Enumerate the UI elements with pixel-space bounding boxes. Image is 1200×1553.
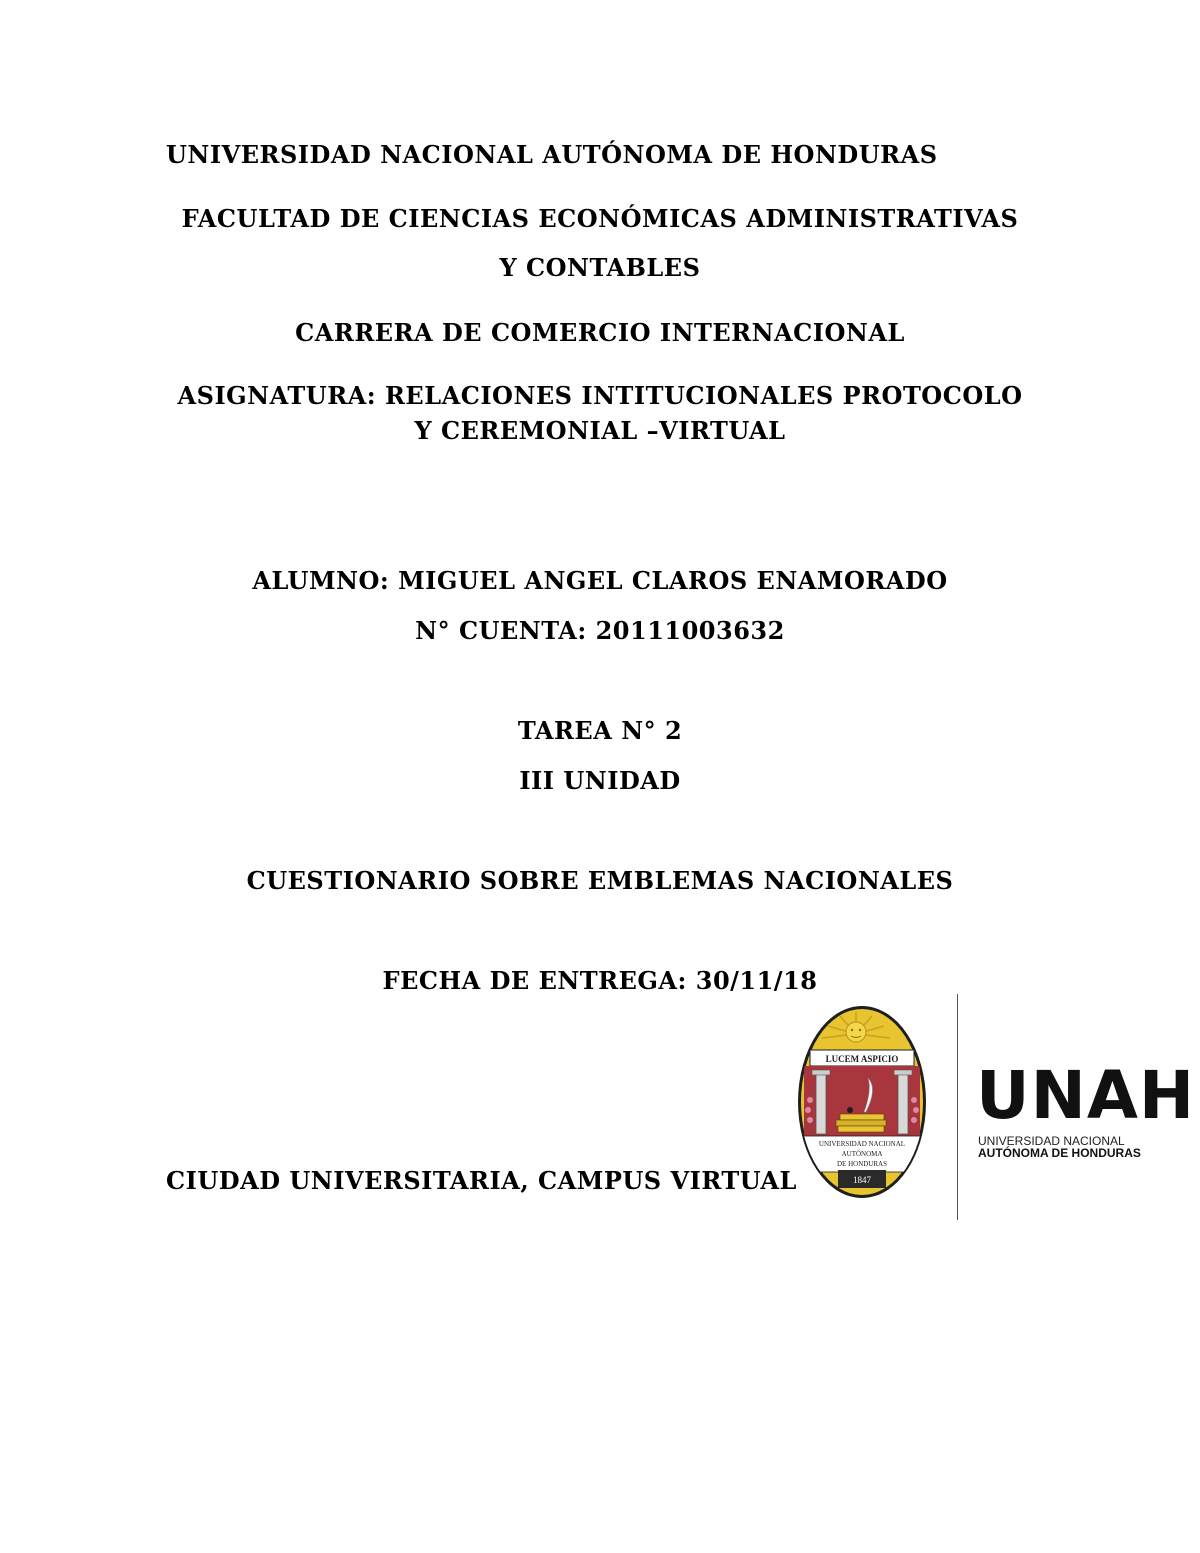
seal-band-line-3: DE HONDURAS [837,1160,887,1168]
subject-line-2: Y CEREMONIAL –VIRTUAL [414,416,786,445]
seal-motto: LUCEM ASPICIO [825,1054,899,1064]
career-title: CARRERA DE COMERCIO INTERNACIONAL [295,318,905,347]
unit-label: III UNIDAD [519,766,681,795]
seal-band-line-1: UNIVERSIDAD NACIONAL [818,1140,906,1148]
location: CIUDAD UNIVERSITARIA, CAMPUS VIRTUAL [166,1166,797,1195]
seal-band-line-2: AUTÓNOMA [841,1150,883,1158]
faculty-line-2: Y CONTABLES [499,253,701,282]
logo-divider [957,994,958,1220]
faculty-line-1: FACULTAD DE CIENCIAS ECONÓMICAS ADMINISTRATIVAS [181,204,1019,233]
topic-title: CUESTIONARIO SOBRE EMBLEMAS NACIONALES [246,866,954,895]
due-date: FECHA DE ENTREGA: 30/11/18 [382,966,818,995]
account-number: N° CUENTA: 20111003632 [415,616,785,645]
university-title: UNIVERSIDAD NACIONAL AUTÓNOMA DE HONDURAS [166,140,938,169]
seal-year: 1847 [853,1175,871,1185]
subject-line-1: ASIGNATURA: RELACIONES INTITUCIONALES PROTOCOLO [177,381,1023,410]
student-name: ALUMNO: MIGUEL ANGEL CLAROS ENAMORADO [252,566,948,595]
unah-wordmark: UNAH [976,1057,1196,1134]
unah-subtitle-line-1: UNIVERSIDAD NACIONAL [978,1134,1125,1148]
unah-subtitle-line-2: AUTÓNOMA DE HONDURAS [978,1146,1141,1160]
task-number: TAREA N° 2 [517,716,683,745]
university-seal-icon [796,1004,928,1200]
